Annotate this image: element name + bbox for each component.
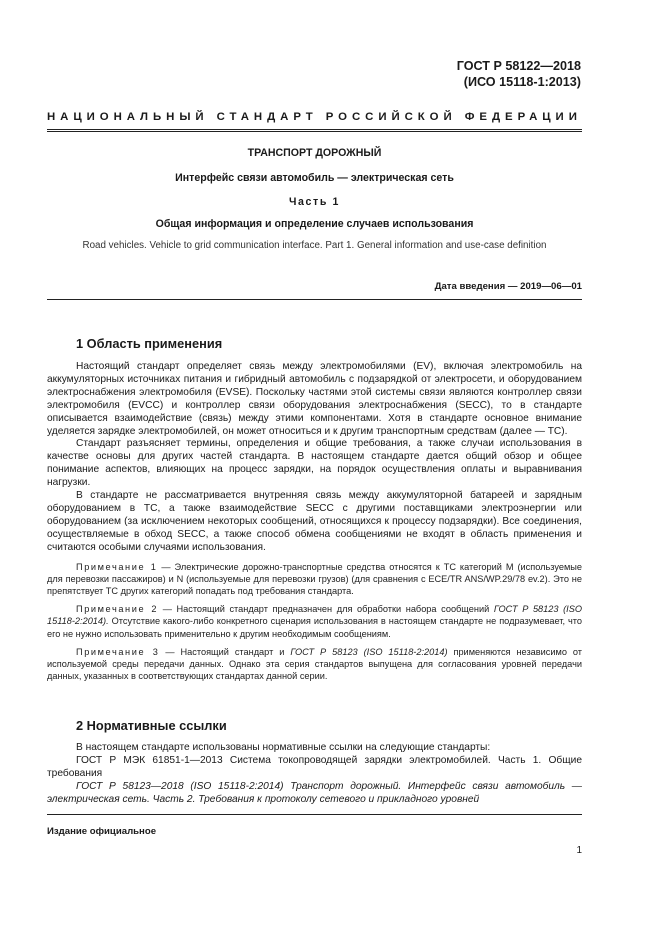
note-label: Примечание 2 [76, 604, 159, 615]
section-heading: 1 Область применения [76, 336, 223, 351]
note-1 [47, 561, 582, 598]
note-text: — Электрические дорожно-транспортные средства относятся к ТС категорий М (используемые для перевозки пассажиров) и N (используемые для перевозки грузов) (для сравнения с ECE/TR ANS/WP.29/78 ev.2). Это не препятствует ТС других категорий попадать под требования стандарта. [47, 561, 583, 596]
standard-part-title: Общая информация и определение случаев использования [155, 218, 474, 230]
iso-number: (ИСО 15118-1:2013) [463, 75, 581, 89]
page-number: 1 [576, 845, 582, 856]
standard-part: Часть 1 [289, 196, 340, 208]
section-heading: 2 Нормативные ссылки [76, 718, 227, 733]
note-label: Примечание 3 [76, 646, 160, 657]
note-3 [47, 646, 582, 683]
official-edition: Издание официальное [47, 826, 157, 837]
paragraph: В стандарте не рассматривается внутренняя связь между аккумуляторной батареей и зарядным оборудованием в ТС, а также взаимодействие SECC с другими поставщиками электроэнергии или оборудованием (за исключением некоторых сообщений, относящихся к процессу подзарядки). Все соединения, осуществляемые в обход SECC, а также способ обмена сообщениями не входят в область применения и считаются особыми случаями использования. [47, 490, 582, 553]
note-label: Примечание 1 [76, 561, 158, 572]
standard-english-title: Road vehicles. Vehicle to grid communication interface. Part 1. General information and use-case definition [82, 240, 547, 251]
national-standard-title: НАЦИОНАЛЬНЫЙ СТАНДАРТ РОССИЙСКОЙ ФЕДЕРАЦИИ [47, 111, 582, 123]
footer-rule [47, 814, 582, 815]
note-text: — Настоящий стандарт предназначен для обработки набора сообщений [158, 604, 494, 615]
paragraph: Настоящий стандарт определяет связь между электромобилями (EV), включая электромобиль на аккумуляторных источниках питания и гибридный автомобиль с подзарядкой от электросети, и оборудованием электроснабжения электромобиля (EVSE). Поскольку частями этой системы связи являются контроллер связи электромобиля (EVCC) и контроллер связи оборудования электроснабжения (SECC), то в стандарте описывается взаимодействие (связь) между этими компонентами. Хотя в стандарте основное внимание уделяется зарядке электромобилей, он может относиться и к другим транспортным средствам (далее — ТС). [47, 361, 582, 437]
document-code [80, 58, 581, 90]
paragraph: Стандарт разъясняет термины, определения и общие требования, а также случаи использования в качестве основы для других частей стандарта. В настоящем стандарте дается общий обзор и общее понимание аспектов, влияющих на процесс зарядки, на порядок осуществления оплаты и выравнивания нагрузки. [47, 438, 582, 489]
standard-title-sub: Интерфейс связи автомобиль — электрическая сеть [175, 172, 454, 184]
reference-item: ГОСТ Р МЭК 61851-1—2013 Система токопроводящей зарядки электромобилей. Часть 1. Общие требования [47, 754, 582, 779]
gost-number: ГОСТ Р 58122—2018 [456, 59, 581, 73]
reference-item: ГОСТ Р 58123—2018 (ISO 15118-2:2014) Транспорт дорожный. Интерфейс связи автомобиль — электрическая сеть. Часть 2. Требования к протоколу сетевого и прикладного уровней [47, 780, 582, 805]
note-reference: ГОСТ Р 58123 (ISO 15118-2:2014). [47, 604, 582, 627]
section-scope [47, 336, 582, 682]
introduction-date: Дата введения — 2019—06—01 [434, 281, 582, 292]
date-rule [47, 299, 582, 300]
paragraph: В настоящем стандарте использованы нормативные ссылки на следующие стандарты: [76, 742, 491, 753]
note-2 [47, 603, 582, 640]
top-rule [47, 129, 582, 130]
standard-title-main: ТРАНСПОРТ ДОРОЖНЫЙ [247, 147, 382, 159]
top-rule-second [47, 131, 582, 132]
section-normative-references [47, 718, 582, 807]
note-reference: ГОСТ Р 58123 (ISO 15118-2:2014) [290, 646, 448, 657]
note-text: применяются независимо от используемой среды передачи данных. Однако эта серия стандартов выпущена для согласования уровней передачи данных, указанных в соответствующих стандартах данной серии. [47, 646, 583, 682]
note-text: — Настоящий стандарт и [159, 646, 291, 657]
note-text: Отсутствие какого-либо конкретного сценария использования в настоящем стандарте не подразумевает, что его не нужно использовать применительно к другим необходимым сообщениям. [47, 616, 582, 639]
